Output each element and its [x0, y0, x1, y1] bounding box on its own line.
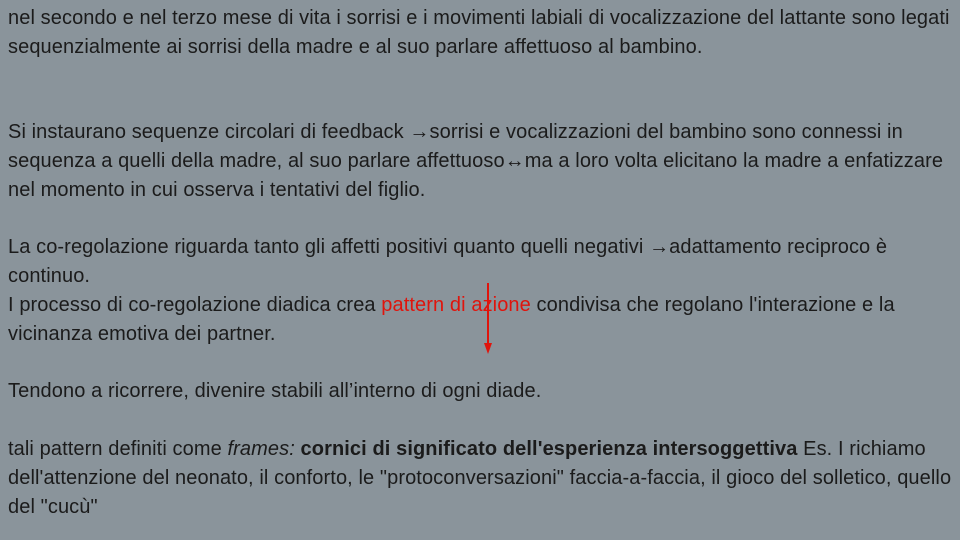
paragraph-stability-text: Tendono a ricorrere, divenire stabili all’interno di ogni diade.: [8, 380, 542, 402]
frames-italic: frames:: [227, 438, 295, 460]
coregulation-line2-after: condivisa che regolano l'interazione e la vicinanza emotiva dei partner.: [8, 294, 895, 345]
coregulation-line2-before: I processo di co-regolazione diadica crea: [8, 294, 382, 316]
paragraph-feedback: [8, 118, 953, 205]
paragraph-coregulation: [8, 233, 953, 349]
paragraph-vocalization-text: nel secondo e nel terzo mese di vita i sorrisi e i movimenti labiali di vocalizzazione del lattante sono legati sequenzialmente ai sorrisi della madre e al suo parlare affettuoso al bambino.: [8, 7, 950, 58]
paragraph-feedback-text: Si instaurano sequenze circolari di feedback →sorrisi e vocalizzazioni del bambino sono connessi in sequenza a quelli della madre, al suo parlare affettuoso↔ma a loro volta elicitano la madre a enfatizzare nel momento in cui osserva i tentativi del figlio.: [8, 121, 944, 201]
coregulation-line1: La co-regolazione riguarda tanto gli affetti positivi quanto quelli negativi →adattamento reciproco è continuo.: [8, 236, 888, 287]
highlight-pattern-di-azione: pattern di azione: [381, 294, 531, 316]
frames-bold: cornici di significato dell'esperienza intersoggettiva: [294, 438, 798, 460]
paragraph-stability: [8, 377, 953, 406]
down-arrow-icon: [484, 283, 492, 355]
paragraph-frames: [8, 435, 953, 522]
paragraph-vocalization: [8, 4, 953, 62]
frames-rest: Es. I richiamo dell'attenzione del neonato, il conforto, le "protoconversazioni" faccia-a-faccia, il gioco del solletico, quello del "cucù": [8, 438, 952, 518]
frames-intro: tali pattern definiti come: [8, 438, 228, 460]
